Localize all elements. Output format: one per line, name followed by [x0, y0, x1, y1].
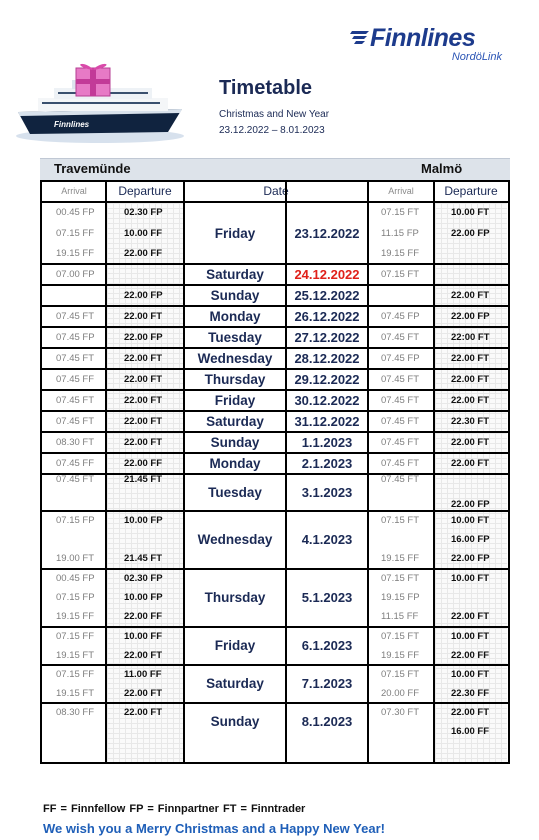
row-date: 23.12.2022 — [294, 225, 360, 241]
timetable-row — [42, 511, 508, 569]
timetable-row — [42, 285, 508, 306]
logo-stripes-icon — [350, 29, 370, 47]
row-weekday: Friday — [214, 392, 256, 408]
malmo-arrival-time: 19.15 FF — [381, 649, 420, 661]
brand-subname: NordöLink — [451, 51, 502, 63]
travemunde-arrival-time: 00.45 FP — [56, 572, 95, 584]
row-weekday: Tuesday — [208, 484, 262, 500]
travemunde-departure-time: 22.00 FT — [124, 394, 163, 406]
malmo-arrival-time: 11.15 FP — [381, 227, 419, 239]
row-date: 8.1.2023 — [301, 714, 353, 729]
season-greeting: We wish you a Merry Christmas and a Happy New Year! — [43, 821, 385, 836]
row-date: 1.1.2023 — [301, 434, 353, 450]
malmo-arrival-time: 20.00 FF — [381, 687, 420, 699]
travemunde-departure-time: 22.00 FP — [124, 289, 163, 301]
malmo-departure-time: 22.00 FT — [451, 352, 490, 364]
travemunde-arrival-time: 07.45 FT — [56, 474, 95, 486]
ship-legend: FF = Finnfellow FP = Finnpartner FT = Finntrader — [43, 803, 306, 815]
col-arrival-left: Arrival — [42, 182, 106, 203]
travemunde-arrival-time: 19.00 FT — [56, 553, 95, 565]
col-date: Date — [184, 182, 368, 203]
row-date: 29.12.2022 — [294, 371, 360, 387]
malmo-arrival-time: 19.15 FP — [381, 592, 420, 603]
malmo-departure-time: 22.00 FT — [451, 457, 490, 469]
malmo-departure-time: 22.00 FP — [451, 498, 490, 510]
malmo-departure-time: 10.00 FT — [451, 572, 490, 584]
timetable-row — [42, 703, 508, 741]
timetable-row — [42, 665, 508, 703]
malmo-arrival-time: 07.45 FT — [381, 436, 420, 448]
row-date: 28.12.2022 — [294, 350, 360, 366]
malmo-arrival-time: 07.15 FT — [381, 514, 420, 526]
travemunde-arrival-time: 19.15 FF — [56, 247, 95, 259]
malmo-departure-time: 10.00 FT — [451, 514, 490, 526]
row-date: 27.12.2022 — [294, 329, 360, 345]
brand-name: Finnlines — [370, 24, 476, 52]
travemunde-departure-time: 10.00 FF — [124, 227, 163, 239]
col-arrival-right: Arrival — [368, 182, 434, 203]
malmo-arrival-time: 07.45 FT — [381, 415, 420, 427]
travemunde-arrival-time: 07.45 FT — [56, 415, 95, 427]
row-weekday: Tuesday — [208, 329, 262, 345]
malmo-departure-time: 22.00 FF — [451, 649, 490, 661]
row-date: 25.12.2022 — [294, 287, 360, 303]
row-date: 26.12.2022 — [294, 308, 360, 324]
travemunde-departure-time: 22.00 FT — [124, 373, 163, 385]
travemunde-arrival-time: 07.15 FF — [56, 668, 95, 680]
row-weekday: Thursday — [204, 590, 266, 605]
date-range: 23.12.2022 – 8.01.2023 — [219, 125, 325, 136]
travemunde-arrival-time: 19.15 FF — [56, 611, 95, 623]
row-weekday: Wednesday — [197, 350, 273, 366]
travemunde-arrival-time: 19.15 FT — [56, 649, 95, 661]
timetable-row — [42, 264, 508, 285]
malmo-departure-time: 22:00 FT — [451, 331, 490, 343]
timetable-row — [42, 453, 508, 474]
malmo-arrival-time: 07.45 FT — [381, 331, 420, 343]
timetable-row — [42, 203, 508, 264]
row-weekday: Monday — [209, 455, 261, 471]
travemunde-arrival-time: 19.15 FT — [56, 687, 95, 699]
malmo-arrival-time: 07.45 FP — [381, 310, 420, 322]
row-weekday: Saturday — [206, 676, 264, 691]
travemunde-arrival-time: 07.15 FF — [56, 630, 95, 642]
timetable-row — [42, 411, 508, 432]
malmo-arrival-time: 07.30 FT — [381, 706, 420, 718]
malmo-departure-time: 22.00 FP — [451, 310, 490, 322]
malmo-arrival-time: 11.15 FF — [381, 611, 419, 623]
travemunde-departure-time: 22.00 FT — [124, 352, 163, 364]
row-date: 30.12.2022 — [294, 392, 360, 408]
travemunde-departure-time: 22.00 FF — [124, 611, 163, 623]
malmo-departure-time: 22.00 FT — [451, 394, 490, 406]
travemunde-departure-time: 22.00 FT — [124, 310, 163, 322]
row-date: 7.1.2023 — [301, 676, 353, 691]
travemunde-arrival-time: 07.45 FT — [56, 352, 95, 364]
travemunde-departure-time: 11.00 FF — [124, 668, 162, 680]
travemunde-arrival-time: 07.45 FT — [56, 394, 95, 406]
finnlines-logo — [366, 24, 506, 64]
malmo-departure-time: 22.00 FP — [451, 227, 490, 239]
malmo-arrival-time: 07.15 FT — [381, 268, 420, 280]
malmo-departure-time: 22.00 FT — [451, 611, 490, 623]
travemunde-arrival-time: 08.30 FF — [56, 706, 95, 718]
travemunde-departure-time: 22.00 FT — [124, 415, 163, 427]
timetable-row — [42, 306, 508, 327]
row-weekday: Saturday — [206, 413, 264, 429]
page-subtitle: Christmas and New Year — [219, 109, 330, 120]
malmo-departure-time: 22.00 FT — [451, 706, 490, 718]
travemunde-departure-time: 22.00 FT — [124, 687, 163, 699]
row-date: 5.1.2023 — [301, 590, 353, 605]
row-weekday: Sunday — [210, 287, 260, 303]
travemunde-departure-time: 22.00 FP — [124, 331, 163, 343]
malmo-arrival-time: 07.45 FT — [381, 373, 420, 385]
row-weekday: Sunday — [210, 714, 260, 729]
row-date: 31.12.2022 — [294, 413, 360, 429]
port-travemunde: Travemünde — [54, 161, 131, 176]
travemunde-arrival-time: 07.15 FP — [56, 592, 95, 603]
row-weekday: Friday — [214, 638, 256, 653]
travemunde-arrival-time: 08.30 FT — [56, 436, 95, 448]
malmo-departure-time: 10.00 FT — [451, 668, 490, 680]
malmo-arrival-time: 07.45 FT — [381, 394, 420, 406]
row-date: 3.1.2023 — [301, 484, 353, 500]
page-title: Timetable — [219, 77, 312, 99]
row-weekday: Saturday — [206, 266, 264, 282]
travemunde-departure-time: 22.00 FF — [124, 457, 163, 469]
travemunde-departure-time: 10.00 FF — [124, 630, 163, 642]
row-date: 6.1.2023 — [301, 638, 353, 653]
travemunde-departure-time: 02.30 FP — [124, 572, 163, 584]
timetable — [40, 180, 510, 764]
travemunde-departure-time: 22.00 FT — [124, 436, 163, 448]
timetable-row — [42, 474, 508, 511]
malmo-arrival-time: 07.45 FT — [381, 457, 420, 469]
travemunde-arrival-time: 07.45 FF — [56, 457, 95, 469]
malmo-departure-time: 16.00 FP — [451, 534, 490, 545]
malmo-departure-time: 22.30 FF — [451, 687, 490, 699]
row-date: 4.1.2023 — [301, 532, 353, 547]
col-departure-left: Departure — [106, 182, 184, 203]
travemunde-arrival-time: 07.45 FT — [56, 310, 95, 322]
col-departure-right: Departure — [434, 182, 508, 203]
row-weekday: Friday — [214, 225, 256, 241]
travemunde-arrival-time: 07.00 FP — [56, 268, 95, 280]
timetable-row — [42, 348, 508, 369]
malmo-arrival-time: 07.15 FT — [381, 668, 420, 680]
travemunde-arrival-time: 07.15 FP — [56, 514, 95, 526]
malmo-arrival-time: 07.15 FT — [381, 630, 420, 642]
travemunde-arrival-time: 00.45 FP — [56, 207, 95, 219]
travemunde-departure-time: 22.00 FF — [124, 247, 163, 259]
malmo-arrival-time: 19.15 FF — [381, 247, 420, 259]
timetable-row — [42, 627, 508, 665]
travemunde-departure-time: 21.45 FT — [124, 474, 163, 486]
travemunde-arrival-time: 07.15 FF — [56, 227, 95, 239]
malmo-arrival-time: 07.45 FT — [381, 474, 420, 486]
malmo-departure-time: 22.00 FP — [451, 553, 490, 565]
timetable-row — [42, 327, 508, 348]
malmo-arrival-time: 07.15 FT — [381, 207, 420, 219]
malmo-arrival-time: 07.45 FP — [381, 352, 420, 364]
row-date: 2.1.2023 — [301, 455, 353, 471]
timetable-row — [42, 390, 508, 411]
timetable-row — [42, 432, 508, 453]
malmo-arrival-time: 07.15 FT — [381, 572, 420, 584]
timetable-row — [42, 369, 508, 390]
travemunde-departure-time: 21.45 FT — [124, 553, 163, 565]
travemunde-arrival-time: 07.45 FP — [56, 331, 95, 343]
malmo-departure-time: 10.00 FT — [451, 630, 490, 642]
ports-bar — [40, 158, 510, 180]
svg-text:Finnlines: Finnlines — [54, 120, 90, 129]
row-weekday: Sunday — [210, 434, 260, 450]
malmo-departure-time: 10.00 FT — [451, 207, 490, 219]
row-date: 24.12.2022 — [294, 266, 360, 282]
malmo-departure-time: 22.00 FT — [451, 289, 490, 301]
malmo-departure-time: 22.00 FT — [451, 436, 490, 448]
travemunde-departure-time: 22.00 FT — [124, 649, 163, 661]
malmo-arrival-time: 19.15 FF — [381, 553, 420, 565]
travemunde-departure-time: 10.00 FP — [124, 592, 163, 603]
malmo-departure-time: 22.30 FT — [451, 415, 490, 427]
ship-gift-icon — [14, 62, 190, 144]
row-weekday: Thursday — [204, 371, 266, 387]
malmo-departure-time: 16.00 FF — [451, 725, 490, 737]
travemunde-departure-time: 22.00 FT — [124, 706, 163, 718]
timetable-row — [42, 569, 508, 627]
travemunde-arrival-time: 07.45 FF — [56, 373, 95, 385]
row-weekday: Monday — [209, 308, 261, 324]
travemunde-departure-time: 02.30 FP — [124, 207, 163, 219]
row-weekday: Wednesday — [197, 532, 273, 547]
travemunde-departure-time: 10.00 FP — [124, 514, 163, 526]
port-malmo: Malmö — [421, 161, 463, 176]
malmo-departure-time: 22.00 FT — [451, 373, 490, 385]
